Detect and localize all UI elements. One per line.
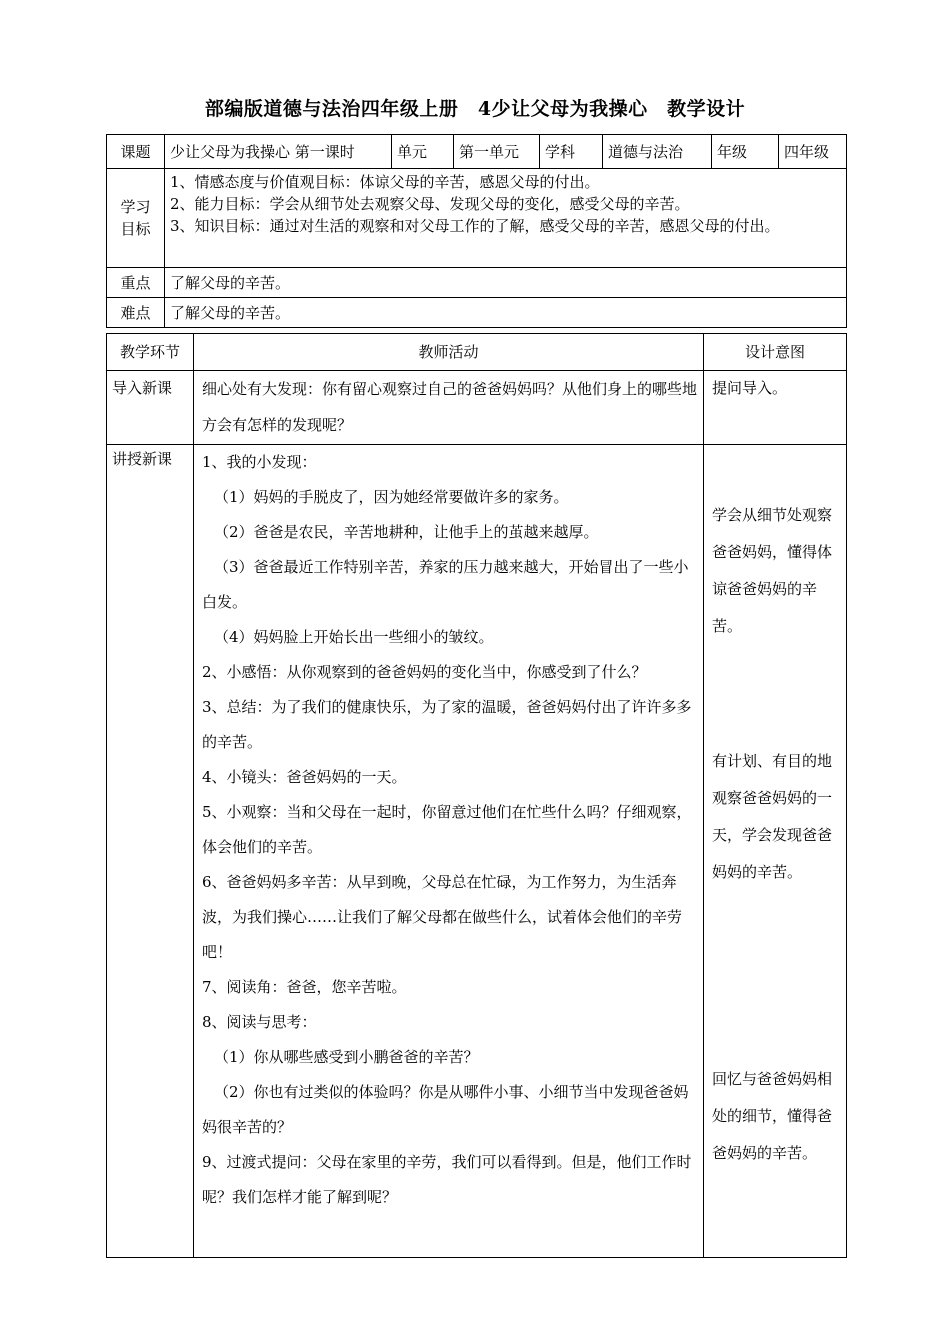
subject-label: 学科 — [540, 135, 603, 169]
grade-label: 年级 — [712, 135, 779, 169]
main-teaching-row — [107, 445, 847, 1258]
difficulty-row — [107, 298, 847, 328]
goal-item: 1、情感态度与价值观目标：体谅父母的辛苦，感恩父母的付出。 — [170, 173, 600, 191]
difficulty-value: 了解父母的辛苦。 — [165, 298, 847, 328]
activity-line: 2、小感悟：从你观察到的爸爸妈妈的变化当中，你感受到了什么？ — [202, 663, 647, 681]
subject-value: 道德与法治 — [603, 135, 712, 169]
document-title: 部编版道德与法治四年级上册 4少让父母为我操心 教学设计 — [204, 98, 746, 120]
key-point-row — [107, 268, 847, 298]
activity-line: （1）妈妈的手脱皮了，因为她经常要做许多的家务。 — [214, 488, 569, 506]
intro-row — [107, 371, 847, 445]
activity-line: 3、总结：为了我们的健康快乐，为了家的温暖，爸爸妈妈付出了许许多多的辛苦。 — [202, 698, 692, 751]
intent-column-header: 设计意图 — [704, 334, 847, 371]
course-value: 少让父母为我操心 第一课时 — [165, 135, 392, 169]
intro-activity: 细心处有大发现：你有留心观察过自己的爸爸妈妈吗？从他们身上的哪些地方会有怎样的发现呢？ — [194, 371, 704, 445]
activity-line: 8、阅读与思考： — [202, 1013, 317, 1031]
course-info-table — [106, 134, 847, 328]
intro-intent: 提问导入。 — [704, 371, 847, 445]
activity-line: （1）你从哪些感受到小鹏爸爸的辛苦？ — [214, 1048, 479, 1066]
main-activity — [194, 445, 704, 1258]
grade-value: 四年级 — [779, 135, 847, 169]
info-header-row — [107, 135, 847, 169]
lesson-plan-table — [106, 333, 847, 1258]
activity-column-header: 教师活动 — [194, 334, 704, 371]
main-stage: 讲授新课 — [107, 445, 194, 1258]
activity-line: （2）爸爸是农民，辛苦地耕种，让他手上的茧越来越厚。 — [214, 523, 599, 541]
activity-line: （4）妈妈脸上开始长出一些细小的皱纹。 — [214, 628, 494, 646]
main-intent — [704, 445, 847, 1258]
unit-value: 第一单元 — [454, 135, 540, 169]
activity-line: （3）爸爸最近工作特别辛苦，养家的压力越来越大，开始冒出了一些小白发。 — [202, 558, 689, 611]
activity-line: 6、爸爸妈妈多辛苦：从早到晚，父母总在忙碌，为工作努力，为生活奔波，为我们操心……让我们了解父母都在做些什么，试着体会他们的辛劳吧！ — [202, 873, 683, 961]
difficulty-label: 难点 — [107, 298, 165, 328]
activity-line: 7、阅读角：爸爸，您辛苦啦。 — [202, 978, 407, 996]
unit-label: 单元 — [392, 135, 454, 169]
goals-label: 学习 目标 — [107, 169, 165, 268]
activity-line: 4、小镜头：爸爸妈妈的一天。 — [202, 768, 407, 786]
intent-item: 有计划、有目的地观察爸爸妈妈的一天，学会发现爸爸妈妈的辛苦。 — [712, 752, 833, 881]
intent-item: 回忆与爸爸妈妈相处的细节，懂得爸爸妈妈的辛苦。 — [712, 1070, 833, 1162]
goals-content — [165, 169, 847, 268]
activity-line: （2）你也有过类似的体验吗？你是从哪件小事、小细节当中发现爸爸妈妈很辛苦的？ — [202, 1083, 689, 1136]
goals-row — [107, 169, 847, 268]
key-point-value: 了解父母的辛苦。 — [165, 268, 847, 298]
intro-stage: 导入新课 — [107, 371, 194, 445]
activity-line: 1、我的小发现： — [202, 453, 317, 471]
goal-item: 2、能力目标：学会从细节处去观察父母、发现父母的变化，感受父母的辛苦。 — [170, 195, 690, 213]
stage-column-header: 教学环节 — [107, 334, 194, 371]
key-point-label: 重点 — [107, 268, 165, 298]
activity-line: 5、小观察：当和父母在一起时，你留意过他们在忙些什么吗？仔细观察，体会他们的辛苦。 — [202, 803, 692, 856]
course-label: 课题 — [107, 135, 165, 169]
intent-item: 学会从细节处观察爸爸妈妈，懂得体谅爸爸妈妈的辛苦。 — [712, 506, 833, 635]
plan-header-row — [107, 334, 847, 371]
activity-line: 9、过渡式提问：父母在家里的辛劳，我们可以看得到。但是，他们工作时呢？我们怎样才能了解到呢？ — [202, 1153, 692, 1206]
goal-item: 3、知识目标：通过对生活的观察和对父母工作的了解，感受父母的辛苦，感恩父母的付出。 — [170, 217, 780, 235]
